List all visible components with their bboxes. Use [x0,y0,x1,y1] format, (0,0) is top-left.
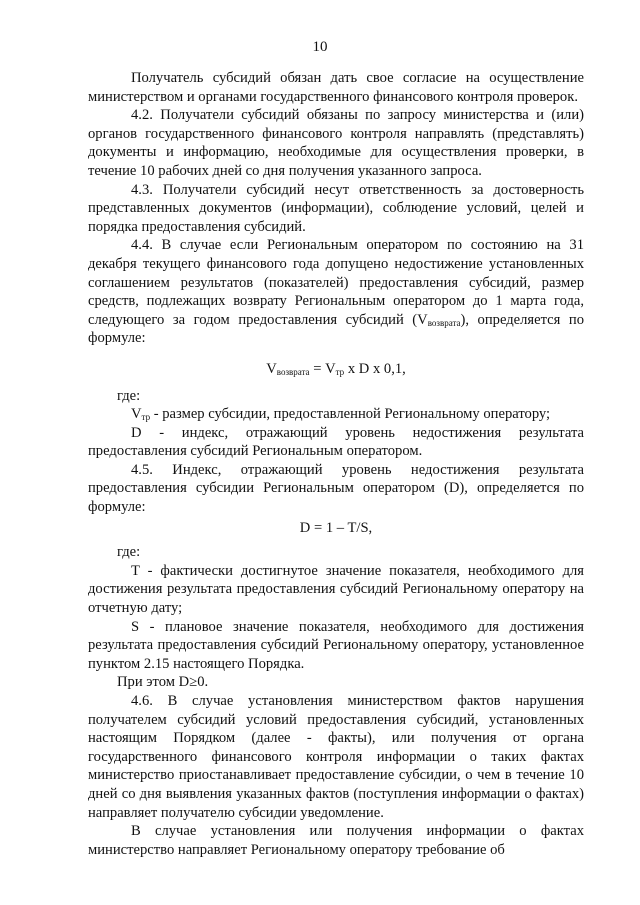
document-body [88,69,584,859]
definition-d: D - индекс, отражающий уровень недостижения результата предоставления субсидий Региональным оператором. [88,424,584,460]
page-number: 10 [312,39,328,55]
paragraph-4-2: 4.2. Получатели субсидий обязаны по запросу министерства и (или) органов государственного финансового контроля направлять (представлять) документы и информацию, необходимые для осуществления проверки, в течение 10 рабочих дней со дня получения указанного запроса. [88,107,584,179]
def-v-text: - размер субсидии, предоставленной Региональному оператору; [150,406,551,423]
v-subscript: возврата [427,317,461,328]
formula-v-subscript: возврата [276,366,310,377]
definition-t: T - фактически достигнутое значение показателя, необходимого для достижения результата предоставления субсидий Региональному оператору на отчетную дату; [88,562,584,617]
paragraph-4-5: 4.5. Индекс, отражающий уровень недостижения результата предоставления субсидии Региональным оператором (D), определяется по формуле: [88,461,584,516]
formula-tail: x D x 0,1, [344,360,406,377]
definition-s: S - плановое значение показателя, необходимого для достижения результата предоставления субсидий Региональному оператору, установленное пунктом 2.15 настоящего Порядка. [88,618,584,672]
paragraph-4-4-tail: ), определяется по формуле: [88,311,584,347]
where-label: где: [117,387,141,404]
d-condition: При этом D≥0. [117,674,209,691]
formula-equals: = V [309,360,336,377]
paragraph-4-3: 4.3. Получатели субсидий несут ответственность за достоверность представленных документов (информации), соблюдение условий, целей и порядка предоставления субсидий. [88,181,584,235]
paragraph-4-4 [88,236,584,348]
where-label-2: где: [117,544,141,561]
paragraph-4-6: 4.6. В случае установления министерством фактов нарушения получателем субсидий условий предоставления субсидий, установленных настоящим Порядком (далее - факты), или получения от органа государственного финансового контроля информации о таких фактах министерство приостанавливает предоставление субсидии, о чем в течение 10 дней со дня выявления указанных фактов (поступления информации о фактах) направляет получателю субсидии уведомление. [88,693,584,821]
formula-index: D = 1 – T/S, [299,519,373,536]
paragraph-consent: Получатель субсидий обязан дать свое согласие на осуществление министерством и органами государственного финансового контроля проверок. [88,70,584,105]
def-v-symbol: V [131,406,142,423]
formula-tr-subscript: тр [335,366,345,377]
def-v-subscript: тр [141,412,151,423]
paragraph-requirement: В случае установления или получения информации о фактах министерство направляет Региональному оператору требование об [88,823,584,858]
formula-v: V [266,360,277,377]
definition-v-tr [88,405,584,424]
formula-return [88,360,584,379]
paragraph-4-4-text: 4.4. В случае если Региональным оператором по состоянию на 31 декабря текущего финансового года допущено недостижение установленных соглашением результатов (показателей) предоставления субсидий, размер средств, подлежащих возврату Региональным оператором до 1 марта года, следующего за годом предоставления субсидий (V [88,237,584,328]
